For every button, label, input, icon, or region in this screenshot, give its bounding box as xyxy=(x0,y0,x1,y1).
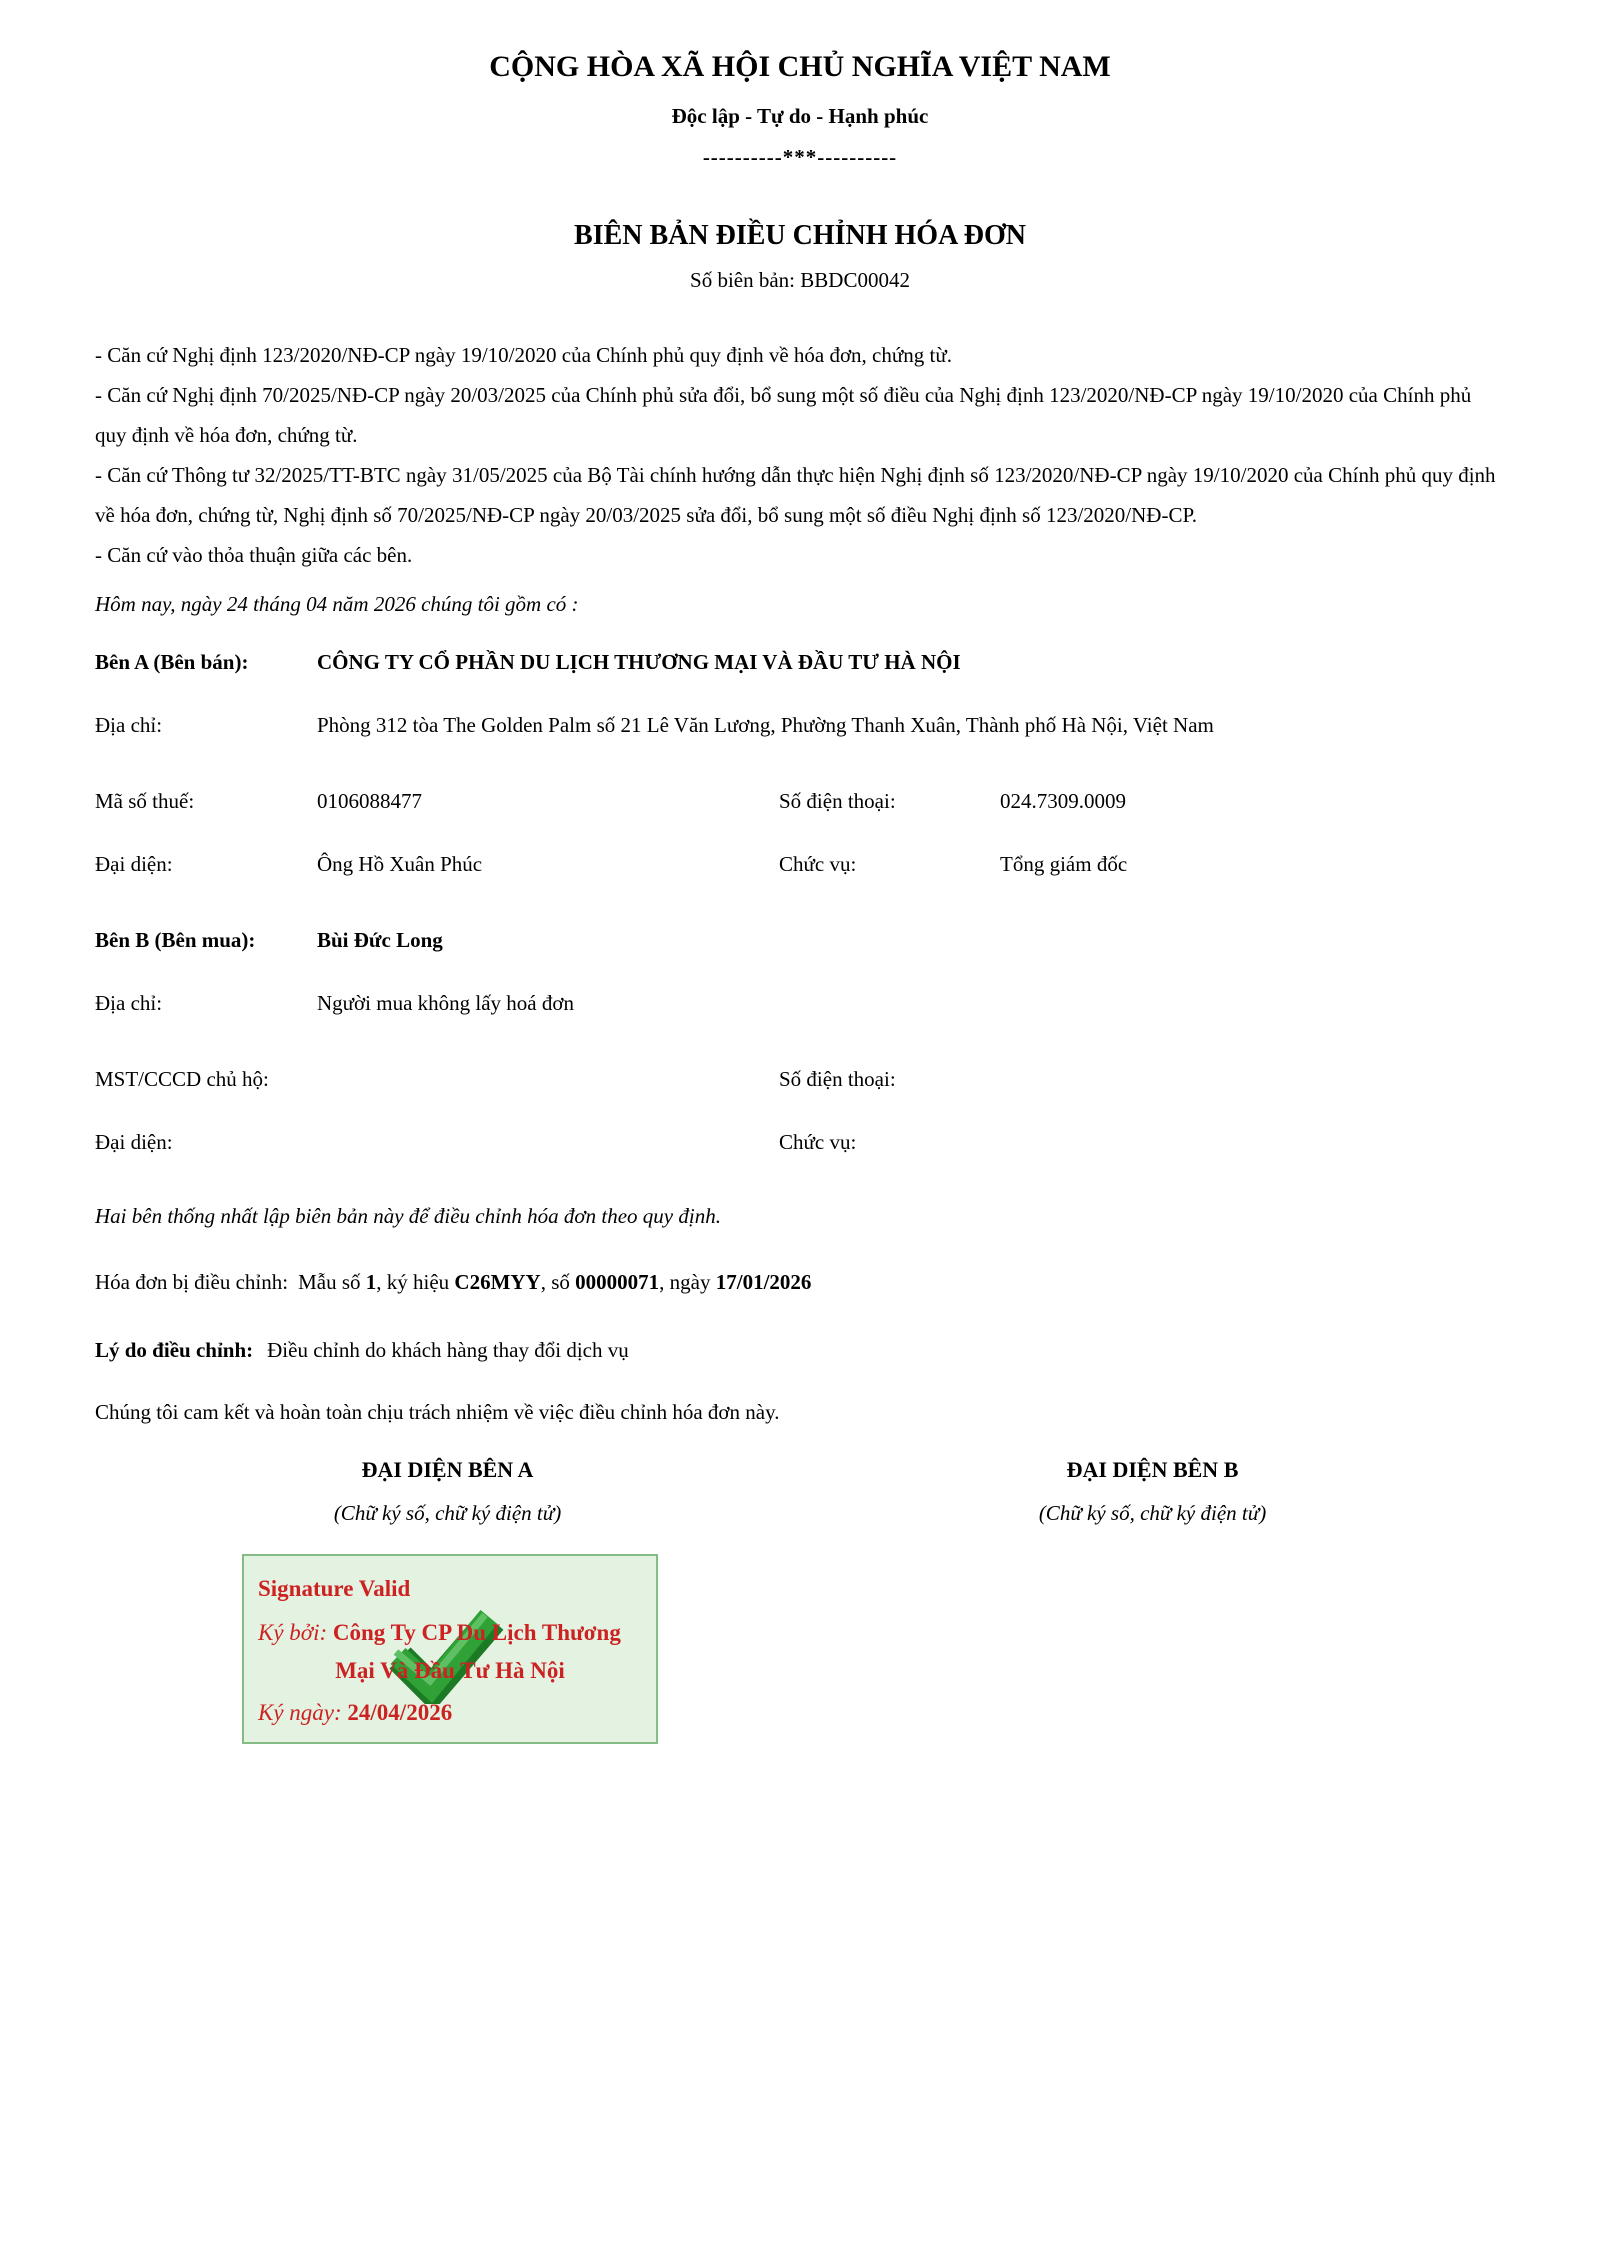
sign-date-value: 24/04/2026 xyxy=(347,1700,453,1725)
invoice-number: 00000071 xyxy=(575,1270,660,1294)
party-a-tax-label: Mã số thuế: xyxy=(95,789,195,813)
invoice-date: 17/01/2026 xyxy=(715,1270,812,1294)
adjusted-invoice-label: Hóa đơn bị điều chỉnh: xyxy=(95,1270,289,1294)
party-a-position-label: Chức vụ: xyxy=(779,852,857,876)
party-a-header-row xyxy=(95,647,1505,677)
record-number xyxy=(95,268,1505,293)
invoice-serial: C26MYY xyxy=(454,1270,541,1294)
signed-by-label: Ký bởi: xyxy=(258,1620,328,1645)
party-a-rep-row xyxy=(95,849,1505,879)
adjusted-invoice-line xyxy=(95,1267,1505,1297)
party-b-signature-block xyxy=(800,1457,1505,1526)
sign-date-line xyxy=(258,1698,642,1728)
signed-by-line xyxy=(258,1618,642,1686)
sign-date-label: Ký ngày: xyxy=(258,1700,342,1725)
party-b-signature-note: (Chữ ký số, chữ ký điện tử) xyxy=(1038,1501,1267,1525)
record-number-label: Số biên bản: xyxy=(690,268,796,292)
invoice-number-label: , số xyxy=(540,1270,576,1294)
party-a-position-value: Tổng giám đốc xyxy=(1000,852,1128,876)
party-b-tax-phone-row xyxy=(95,1064,1505,1094)
party-b-rep-value xyxy=(317,1127,779,1157)
legal-basis-item: - Căn cứ Nghị định 70/2025/NĐ-CP ngày 20/03/2025 của Chính phủ sửa đổi, bổ sung một số điều của Nghị định 123/2020/NĐ-CP ngày 19/10/2020 của Chính phủ quy định về hóa đơn, chứng từ. xyxy=(95,383,1472,447)
party-a-phone-value: 024.7309.0009 xyxy=(1000,789,1126,813)
invoice-form-number: 1 xyxy=(365,1270,377,1294)
legal-basis-item: - Căn cứ Nghị định 123/2020/NĐ-CP ngày 19/10/2020 của Chính phủ quy định về hóa đơn, chứng từ. xyxy=(95,343,952,367)
party-b-rep-label: Đại diện: xyxy=(95,1130,173,1154)
party-a-rep-label: Đại diện: xyxy=(95,852,173,876)
party-b-tax-label: MST/CCCD chủ hộ: xyxy=(95,1067,269,1091)
party-a-tax-phone-row xyxy=(95,786,1505,816)
digital-signature-stamp xyxy=(242,1554,658,1744)
document-title: BIÊN BẢN ĐIỀU CHỈNH HÓA ĐƠN xyxy=(574,220,1026,251)
reason-label: Lý do điều chỉnh: xyxy=(95,1338,254,1362)
party-b-address-label: Địa chỉ: xyxy=(95,991,163,1015)
invoice-serial-label: , ký hiệu xyxy=(376,1270,455,1294)
signature-section xyxy=(95,1457,1505,1526)
party-b-address-value: Người mua không lấy hoá đơn xyxy=(317,991,574,1015)
party-b-phone-value xyxy=(1000,1064,1505,1094)
date-line: Hôm nay, ngày 24 tháng 04 năm 2026 chúng tôi gồm có : xyxy=(95,592,579,616)
party-a-signature-note: (Chữ ký số, chữ ký điện tử) xyxy=(333,1501,562,1525)
party-a-address-value: Phòng 312 tòa The Golden Palm số 21 Lê Văn Lương, Phường Thanh Xuân, Thành phố Hà Nội, Việt Nam xyxy=(317,713,1214,737)
party-b-name: Bùi Đức Long xyxy=(317,928,443,952)
party-a-rep-value: Ông Hồ Xuân Phúc xyxy=(317,852,483,876)
legal-basis-item: - Căn cứ vào thỏa thuận giữa các bên. xyxy=(95,543,413,567)
party-b-signature-title: ĐẠI DIỆN BÊN B xyxy=(1066,1457,1239,1482)
party-a-tax-value: 0106088477 xyxy=(317,789,422,813)
legal-basis-section xyxy=(95,335,1505,575)
party-b-position-label: Chức vụ: xyxy=(779,1130,857,1154)
signature-valid-text: Signature Valid xyxy=(258,1576,411,1601)
party-a-signature-title: ĐẠI DIỆN BÊN A xyxy=(361,1457,534,1482)
party-a-address-row xyxy=(95,710,1505,740)
signed-by-value-line1: Công Ty CP Du Lịch Thương xyxy=(332,1620,621,1645)
party-a-name: CÔNG TY CỔ PHẦN DU LỊCH THƯƠNG MẠI VÀ ĐẦU TƯ HÀ NỘI xyxy=(317,650,961,674)
record-number-value: BBDC00042 xyxy=(800,268,910,292)
legal-basis-item: - Căn cứ Thông tư 32/2025/TT-BTC ngày 31/05/2025 của Bộ Tài chính hướng dẫn thực hiện Nghị định số 123/2020/NĐ-CP ngày 19/10/2020 của Chính phủ quy định về hóa đơn, chứng từ, Nghị định số 70/2025/NĐ-CP ngày 20/03/2025 sửa đổi, bổ sung một số điều Nghị định số 123/2020/NĐ-CP. xyxy=(95,463,1496,527)
reason-value: Điều chỉnh do khách hàng thay đổi dịch vụ xyxy=(267,1338,629,1362)
agreement-statement: Hai bên thống nhất lập biên bản này để điều chỉnh hóa đơn theo quy định. xyxy=(95,1204,721,1228)
party-b-label: Bên B (Bên mua): xyxy=(95,928,256,952)
party-b-address-row xyxy=(95,988,1505,1018)
party-b-phone-label: Số điện thoại: xyxy=(779,1067,896,1091)
party-b-position-value xyxy=(1000,1127,1505,1157)
national-motto: Độc lập - Tự do - Hạnh phúc xyxy=(671,104,929,128)
party-b-tax-value xyxy=(317,1064,779,1094)
party-a-label: Bên A (Bên bán): xyxy=(95,650,249,674)
party-a-phone-label: Số điện thoại: xyxy=(779,789,896,813)
party-b-header-row xyxy=(95,925,1505,955)
adjustment-reason-line xyxy=(95,1335,1505,1365)
party-a-signature-block xyxy=(95,1457,800,1526)
header-separator: ----------***---------- xyxy=(702,145,898,169)
party-a-address-label: Địa chỉ: xyxy=(95,713,163,737)
invoice-date-label: , ngày xyxy=(659,1270,716,1294)
national-title: CỘNG HÒA XÃ HỘI CHỦ NGHĨA VIỆT NAM xyxy=(489,50,1111,83)
party-b-rep-row xyxy=(95,1127,1505,1157)
invoice-form-label: Mẫu số xyxy=(298,1270,366,1294)
commitment-statement: Chúng tôi cam kết và hoàn toàn chịu trách nhiệm về việc điều chỉnh hóa đơn này. xyxy=(95,1400,780,1424)
signed-by-value-line2: Mại Và Đầu Tư Hà Nội xyxy=(335,1658,565,1683)
